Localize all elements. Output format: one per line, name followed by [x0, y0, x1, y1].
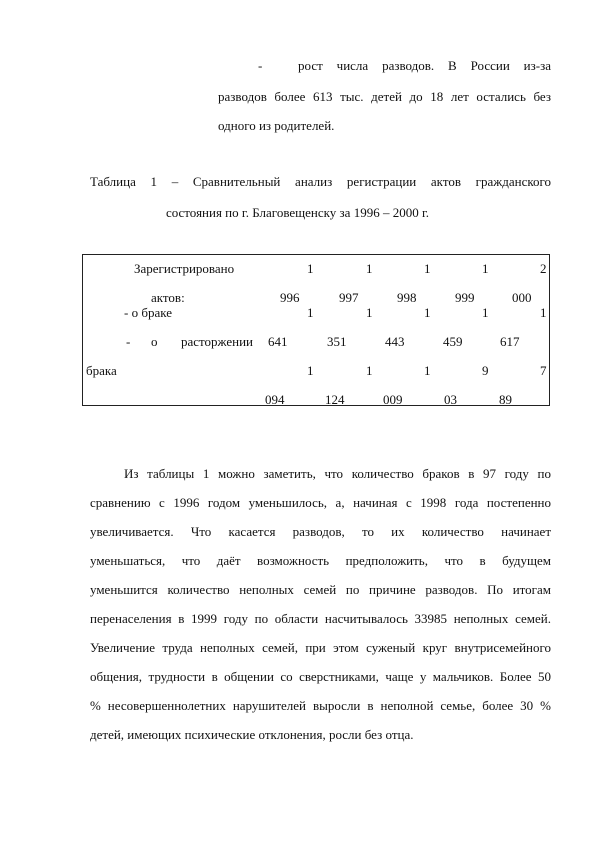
- paragraph-line-5: уменьшится количество неполных семей по причине разводов. По итогам: [90, 582, 551, 597]
- year-bottom-5: 000: [512, 290, 532, 305]
- bullet-line-2: разводов более 613 тыс. детей до 18 лет остались без: [218, 89, 551, 104]
- year-top-3: 1: [424, 261, 431, 276]
- marriage-bottom-1: 641: [268, 334, 288, 349]
- header-label-2: актов:: [151, 290, 185, 305]
- row-label-marriage: - о браке: [124, 305, 172, 320]
- year-top-4: 1: [482, 261, 489, 276]
- divorce-dash: -: [126, 334, 131, 349]
- year-top-1: 1: [307, 261, 314, 276]
- paragraph-line-10: детей, имеющих психические отклонения, росли без отца.: [90, 727, 414, 742]
- divorce-bottom-3: 009: [383, 392, 403, 407]
- bullet-line-3: одного из родителей.: [218, 118, 335, 133]
- divorce-top-1: 1: [307, 363, 314, 378]
- divorce-bottom-4: 03: [444, 392, 457, 407]
- year-bottom-3: 998: [397, 290, 417, 305]
- marriage-top-4: 1: [482, 305, 489, 320]
- divorce-bottom-1: 094: [265, 392, 285, 407]
- paragraph-line-7: Увеличение труда неполных семей, при этом суженый круг внутрисемейного: [90, 640, 551, 655]
- divorce-bottom-5: 89: [499, 392, 512, 407]
- marriage-bottom-3: 443: [385, 334, 405, 349]
- divorce-label-word-2: расторжении: [181, 334, 254, 349]
- year-bottom-2: 997: [339, 290, 359, 305]
- paragraph-line-3: увеличивается. Что касается разводов, то их количество начинает: [90, 524, 551, 539]
- paragraph-line-8: общения, трудности в общении со сверстниками, чаще у мальчиков. Более 50: [90, 669, 551, 684]
- bullet-line-1: рост числа разводов. В России из-за: [298, 58, 551, 73]
- paragraph-line-4: уменьшаться, что даёт возможность предположить, что в будущем: [90, 553, 551, 568]
- table-caption-line-2: состояния по г. Благовещенску за 1996 – 2000 г.: [165, 205, 430, 220]
- bullet-dash: -: [258, 58, 263, 73]
- paragraph-line-9: % несовершеннолетних нарушителей выросли в неполной семье, более 30 %: [90, 698, 551, 713]
- paragraph-line-1: Из таблицы 1 можно заметить, что количество браков в 97 году по: [124, 466, 551, 481]
- paragraph-line-6: перенаселения в 1999 году по области насчитывалось 33985 неполных семей.: [90, 611, 551, 626]
- acts-table: [82, 254, 550, 406]
- divorce-label-2: брака: [86, 363, 117, 378]
- divorce-bottom-2: 124: [325, 392, 345, 407]
- marriage-bottom-2: 351: [327, 334, 347, 349]
- divorce-label-word-1: о: [151, 334, 158, 349]
- marriage-bottom-5: 617: [500, 334, 520, 349]
- marriage-top-2: 1: [366, 305, 373, 320]
- divorce-top-4: 9: [482, 363, 489, 378]
- marriage-top-3: 1: [424, 305, 431, 320]
- year-top-5: 2: [540, 261, 547, 276]
- marriage-top-5: 1: [540, 305, 547, 320]
- header-label: Зарегистрировано: [134, 261, 235, 276]
- marriage-bottom-4: 459: [443, 334, 463, 349]
- marriage-top-1: 1: [307, 305, 314, 320]
- year-bottom-1: 996: [280, 290, 300, 305]
- divorce-top-5: 7: [540, 363, 547, 378]
- table-caption-line-1: Таблица 1 – Сравнительный анализ регистрации актов гражданского: [90, 174, 551, 189]
- year-top-2: 1: [366, 261, 373, 276]
- paragraph-line-2: сравнению с 1996 годом уменьшилось, а, начиная с 1998 года постепенно: [90, 495, 551, 510]
- year-bottom-4: 999: [455, 290, 475, 305]
- divorce-top-2: 1: [366, 363, 373, 378]
- divorce-top-3: 1: [424, 363, 431, 378]
